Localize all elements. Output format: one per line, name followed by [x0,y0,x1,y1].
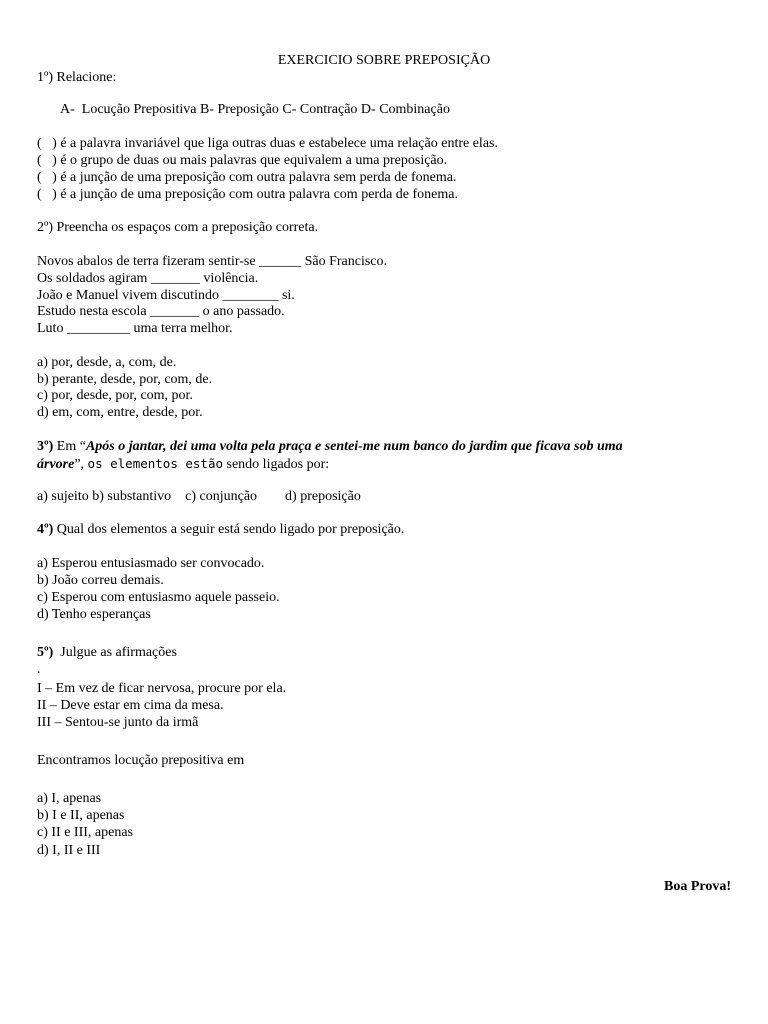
q4-answer: b) João correu demais. [37,573,164,588]
q2-answer: a) por, desde, a, com, de. [37,355,177,370]
q3-quote-end: árvore [37,457,75,472]
q2-sentence: Estudo nesta escola _______ o ano passado. [37,304,285,319]
q5-dot: . [37,662,41,677]
q3-mono-text: os elementos estão [87,456,224,471]
q3-question [37,438,623,455]
q2-heading: 2º) Preencha os espaços com a preposição correta. [37,220,319,235]
q1-item: ( ) é a junção de uma preposição com outra palavra sem perda de fonema. [37,170,457,185]
q4-answer: a) Esperou entusiasmado ser convocado. [37,556,265,571]
q4-number: 4º) [37,522,54,537]
q2-answer: b) perante, desde, por, com, de. [37,372,213,387]
q1-item: ( ) é o grupo de duas ou mais palavras que equivalem a uma preposição. [37,153,448,168]
q3-after-quote: ”, [74,457,88,472]
q2-sentence: Luto _________ uma terra melhor. [37,321,233,336]
q2-sentence: João e Manuel vivem discutindo ________ si. [37,288,295,303]
q2-answer: c) por, desde, por, com, por. [37,388,193,403]
q3-number: 3º) [37,439,54,454]
q5-prompt: Encontramos locução prepositiva em [37,753,245,768]
q5-number: 5º) [37,645,54,660]
q5-answer: c) II e III, apenas [37,825,133,840]
q5-answer: b) I e II, apenas [37,808,125,823]
q5-statement: II – Deve estar em cima da mesa. [37,698,224,713]
q3-question-cont [37,455,329,473]
q5-answer: d) I, II e III [37,843,101,858]
q5-question [37,644,177,661]
q4-text: Qual dos elementos a seguir está sendo ligado por preposição. [53,522,405,537]
q3-answers: a) sujeito b) substantivo c) conjunção d) preposição [37,489,361,504]
q3-tail: sendo ligados por: [223,457,330,472]
q1-item: ( ) é a junção de uma preposição com outra palavra com perda de fonema. [37,187,458,202]
q2-answer: d) em, com, entre, desde, por. [37,405,203,420]
q4-answer: c) Esperou com entusiasmo aquele passeio. [37,590,280,605]
page-title: EXERCICIO SOBRE PREPOSIÇÃO [277,53,491,68]
q3-intro: Em “ [53,439,86,454]
q3-quote: Após o jantar, dei uma volta pela praça e sentei-me num banco do jardim que ficava sob uma [85,439,623,454]
q4-question [37,521,404,538]
q1-item: ( ) é a palavra invariável que liga outras duas e estabelece uma relação entre elas. [37,136,498,151]
q1-heading: 1º) Relacione: [37,70,117,85]
q2-sentence: Os soldados agiram _______ violência. [37,271,259,286]
q2-sentence: Novos abalos de terra fizeram sentir-se ______ São Francisco. [37,254,387,269]
q4-answer: d) Tenho esperanças [37,607,151,622]
q1-options: A- Locução Prepositiva B- Preposição C- Contração D- Combinação [60,102,450,117]
q5-statement: III – Sentou-se junto da irmã [37,715,199,730]
q5-text: Julgue as afirmações [53,645,177,660]
q5-answer: a) I, apenas [37,791,102,806]
closing-text: Boa Prova! [663,879,731,894]
q5-statement: I – Em vez de ficar nervosa, procure por ela. [37,681,287,696]
